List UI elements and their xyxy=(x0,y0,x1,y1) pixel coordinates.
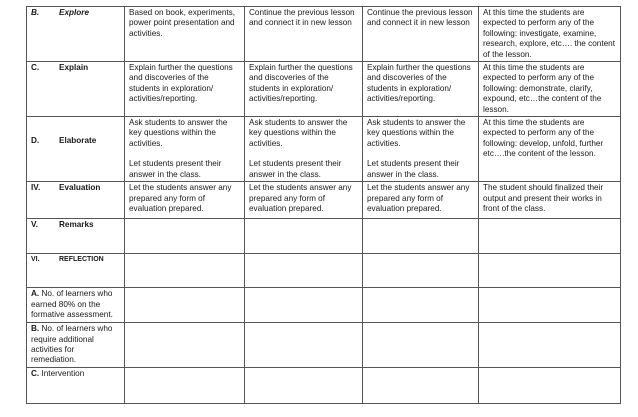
explore-col2: Continue the previous lesson and connect it in new lesson xyxy=(245,7,363,62)
reflection-col2 xyxy=(245,254,363,288)
explore-key: B. xyxy=(31,8,40,17)
elaborate-col1-part2: Let students present their answer in the class. xyxy=(129,159,222,179)
reflection-name: REFLECTION xyxy=(59,256,104,264)
elaborate-col2-part1: Ask students to answer the key questions within the activities. xyxy=(249,118,348,148)
remarks-label-cell xyxy=(27,219,125,254)
intervention-text: Intervention xyxy=(39,368,85,378)
explore-col3: Continue the previous lesson and connect it in new lesson xyxy=(363,7,479,62)
row-remarks xyxy=(27,219,621,254)
evaluation-col2: Let the students answer any prepared any form of evaluation prepared. xyxy=(245,182,363,219)
explain-key: C. xyxy=(31,63,40,73)
learners80-col2 xyxy=(245,288,363,323)
remediation-key: B. xyxy=(31,324,40,334)
remarks-col3 xyxy=(363,219,479,254)
remediation-col2 xyxy=(245,323,363,368)
evaluation-col3: Let the students answer any prepared any form of evaluation prepared. xyxy=(363,182,479,219)
elaborate-col2-part2: Let students present their answer in the class. xyxy=(249,159,342,179)
reflection-col1 xyxy=(125,254,245,288)
elaborate-col3 xyxy=(363,117,479,182)
explain-col2: Explain further the questions and discoveries of the students in exploration/ activities/reporting. xyxy=(245,62,363,117)
remediation-col1 xyxy=(125,323,245,368)
row-learners-80 xyxy=(27,288,621,323)
explain-col3: Explain further the questions and discoveries of the students in exploration/ activities/reporting. xyxy=(363,62,479,117)
remarks-col2 xyxy=(245,219,363,254)
remarks-col4 xyxy=(479,219,621,254)
row-explore xyxy=(27,7,621,62)
elaborate-col1-part1: Ask students to answer the key questions within the activities. xyxy=(129,118,228,148)
row-evaluation xyxy=(27,182,621,219)
learners80-label-cell xyxy=(27,288,125,323)
learners80-text: No. of learners who earned 80% on the formative assessment. xyxy=(31,289,113,319)
elaborate-col1 xyxy=(125,117,245,182)
row-intervention xyxy=(27,367,621,403)
reflection-col3 xyxy=(363,254,479,288)
elaborate-col2 xyxy=(245,117,363,182)
reflection-col4 xyxy=(479,254,621,288)
evaluation-col1: Let the students answer any prepared any form of evaluation prepared. xyxy=(125,182,245,219)
elaborate-label-cell xyxy=(27,117,125,182)
explain-name: Explain xyxy=(59,63,89,73)
remarks-key: V. xyxy=(31,220,38,230)
intervention-key: C. xyxy=(31,368,40,378)
evaluation-key: IV. xyxy=(31,183,41,193)
elaborate-col3-part2: Let students present their answer in the class. xyxy=(367,159,460,179)
explain-col4: At this time the students are expected to perform any of the following: demonstrate, clarify, expound, etc…the content of the lesson. xyxy=(479,62,621,117)
explore-col4: At this time the students are expected to perform any of the following: investigate, examine, research, explore, etc…. the content of the lesson. xyxy=(479,7,621,62)
evaluation-name: Evaluation xyxy=(59,183,101,193)
learners80-col1 xyxy=(125,288,245,323)
row-remediation xyxy=(27,323,621,368)
remediation-col3 xyxy=(363,323,479,368)
row-reflection xyxy=(27,254,621,288)
explore-label-cell xyxy=(27,7,125,62)
elaborate-col4: At this time the students are expected to perform any of the following: develop, unfold, further etc….the content of the lesson. xyxy=(479,117,621,182)
intervention-col2 xyxy=(245,367,363,403)
remediation-label-cell xyxy=(27,323,125,368)
explore-col1: Based on book, experiments, power point presentation and activities. xyxy=(125,7,245,62)
intervention-col1 xyxy=(125,367,245,403)
row-explain xyxy=(27,62,621,117)
explain-label-cell xyxy=(27,62,125,117)
lesson-plan-table xyxy=(26,6,621,404)
remediation-text: No. of learners who require additional activities for remediation. xyxy=(31,324,113,365)
remarks-name: Remarks xyxy=(59,220,94,230)
reflection-label-cell xyxy=(27,254,125,288)
explain-col1: Explain further the questions and discoveries of the students in exploration/ activities/reporting. xyxy=(125,62,245,117)
elaborate-key: D. xyxy=(31,136,40,146)
intervention-label-cell xyxy=(27,367,125,403)
remediation-col4 xyxy=(479,323,621,368)
explore-name: Explore xyxy=(59,8,90,17)
learners80-col4 xyxy=(479,288,621,323)
learners80-key: A. xyxy=(31,289,40,299)
intervention-col3 xyxy=(363,367,479,403)
evaluation-label-cell xyxy=(27,182,125,219)
learners80-col3 xyxy=(363,288,479,323)
elaborate-col3-part1: Ask students to answer the key questions within the activities. xyxy=(367,118,466,148)
elaborate-name: Elaborate xyxy=(59,136,97,146)
intervention-col4 xyxy=(479,367,621,403)
remarks-col1 xyxy=(125,219,245,254)
reflection-key: VI. xyxy=(31,256,40,264)
evaluation-col4: The student should finalized their output and present their works in front of the class. xyxy=(479,182,621,219)
row-elaborate xyxy=(27,117,621,182)
